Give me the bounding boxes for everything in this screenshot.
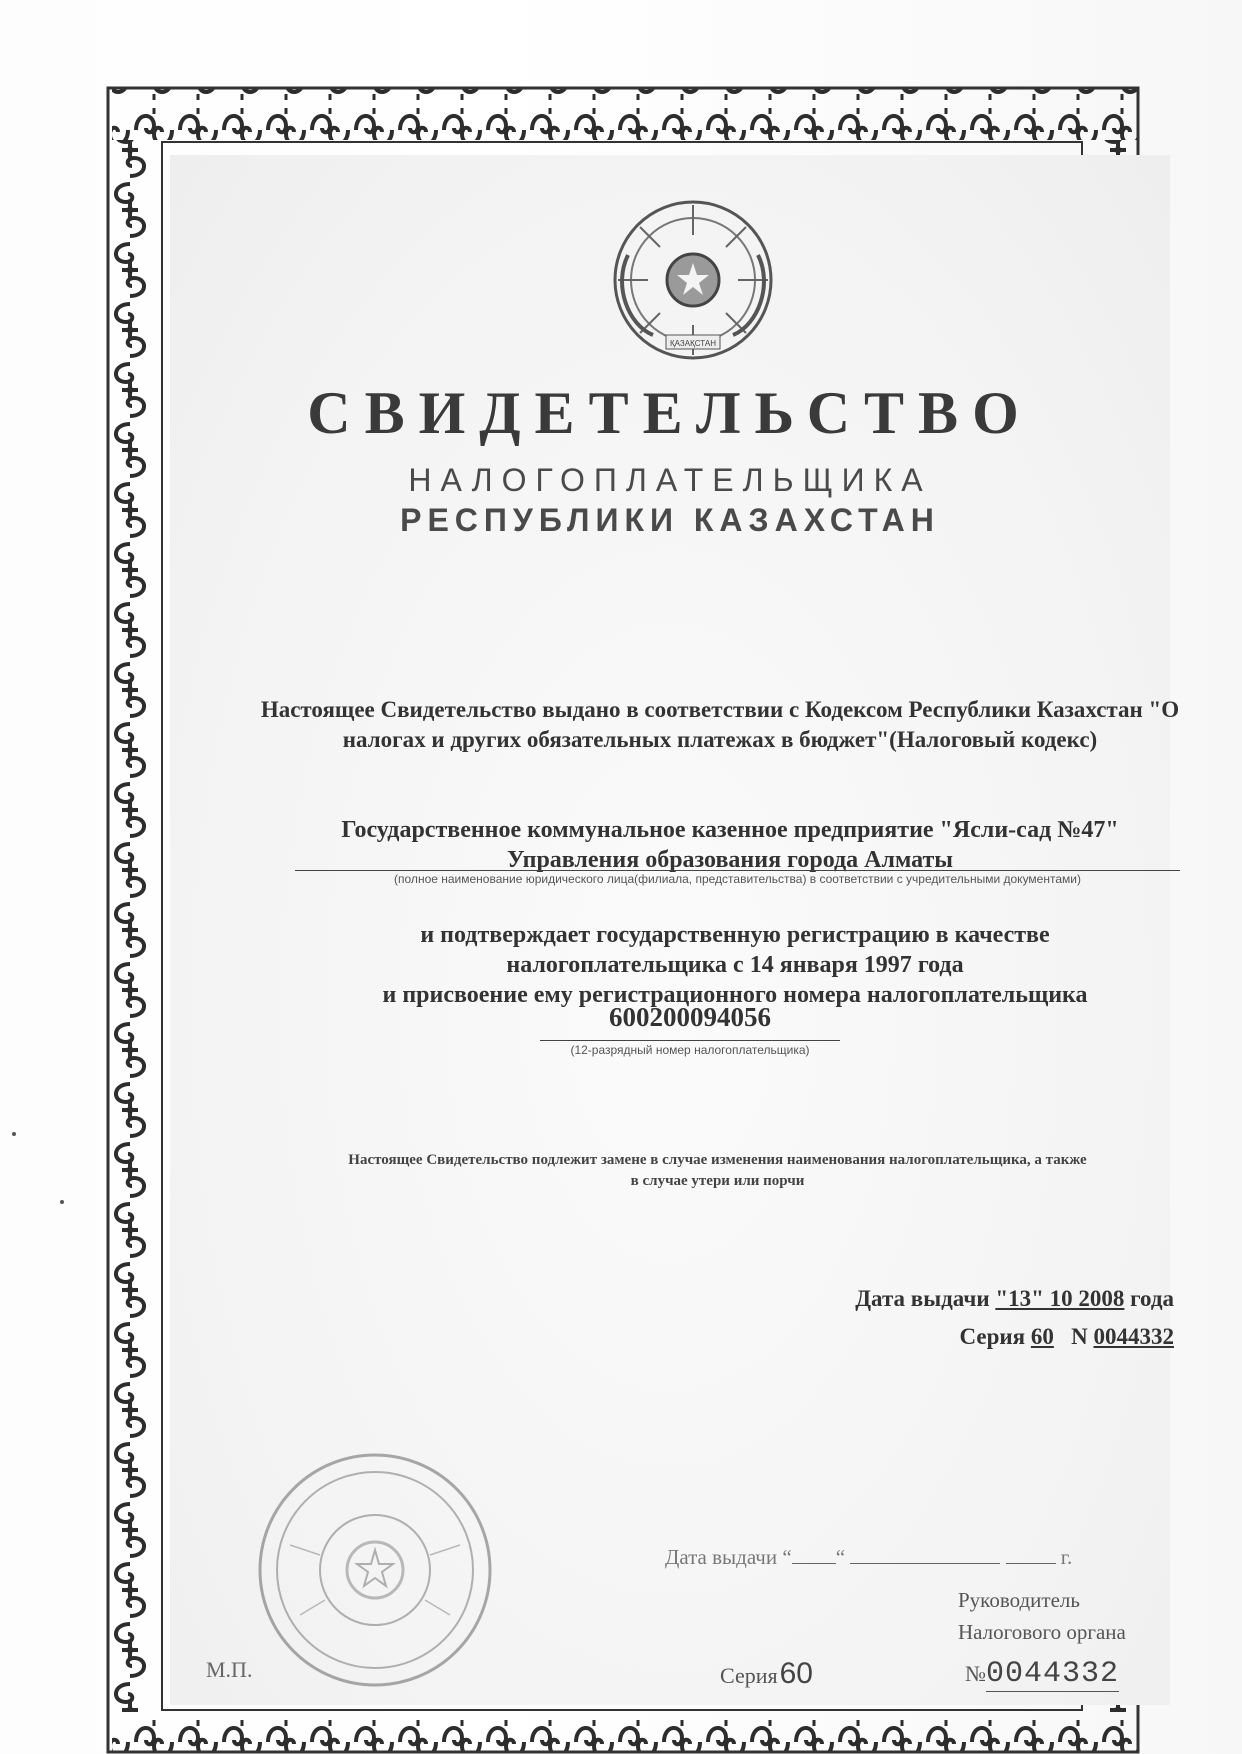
certificate-title: СВИДЕТЕЛЬСТВО: [307, 380, 1033, 446]
tax-number-note: (12-разрядный номер налогоплательщика): [570, 1043, 810, 1057]
issue-series-value: 60: [1030, 1324, 1054, 1349]
blank-number: №0044332: [965, 1657, 1120, 1691]
confirm-line-3: и присвоение ему регистрационного номера налогоплательщика: [382, 982, 1088, 1008]
organization-underline: [295, 870, 1180, 871]
state-emblem-icon: [608, 195, 778, 365]
stamp-place-label: М.П.: [206, 1657, 253, 1682]
organization-name: [280, 815, 1180, 875]
issue-number-value: 0044332: [1093, 1324, 1174, 1349]
registration-confirmation: [300, 920, 1170, 1010]
tax-number: 600200094056: [609, 1002, 771, 1032]
blank-series-value: 60: [779, 1657, 813, 1690]
organization-note: (полное наименование юридического лица(филиала, представительства) в соответствии с учредительными документами): [394, 872, 1081, 886]
registration-date: 14 января 1997: [749, 952, 912, 978]
official-seal-icon: [250, 1445, 500, 1695]
head-of-tax-authority: Руководитель Налогового органа: [958, 1588, 1126, 1644]
issue-date: Дата выдачи "13" 10 2008 года: [855, 1286, 1174, 1311]
confirm-line-1: и подтверждает государственную регистрацию в качестве: [420, 922, 1050, 948]
replacement-notice: Настоящее Свидетельство подлежит замене в случае изменения наименования налогоплательщика, а также в случае утери или порчи: [348, 1152, 1087, 1189]
blank-number-value: 0044332: [986, 1657, 1120, 1691]
scan-artifact: [12, 1132, 16, 1136]
certificate-subtitle-1: НАЛОГОПЛАТЕЛЬЩИКА: [408, 462, 932, 498]
issue-details: [855, 1280, 1174, 1356]
issue-series-number: Серия 60 N 0044332: [959, 1324, 1174, 1349]
blank-issue-date: Дата выдачи “ “ г.: [665, 1545, 1073, 1569]
scan-artifact: [60, 1200, 64, 1204]
organization-name-line-2: Управления образования города Алматы: [506, 847, 954, 873]
blank-series: Серия60: [720, 1657, 813, 1690]
tax-number-underline: [540, 1040, 840, 1041]
issued-statement: Настоящее Свидетельство выдано в соответствии с Кодексом Республики Казахстан "О налогах и других обязательных платежах в бюджет"(Налоговый кодекс): [260, 697, 1180, 752]
issue-date-value: "13" 10 2008: [995, 1286, 1125, 1311]
svg-text:ҚАЗАҚСТАН: ҚАЗАҚСТАН: [670, 339, 716, 348]
confirm-line-2: налогоплательщика с 14 января 1997 года: [506, 952, 964, 978]
certificate-subtitle-2: РЕСПУБЛИКИ КАЗАХСТАН: [400, 502, 940, 538]
organization-name-line-1: Государственное коммунальное казенное предприятие "Ясли-сад №47": [341, 817, 1119, 843]
